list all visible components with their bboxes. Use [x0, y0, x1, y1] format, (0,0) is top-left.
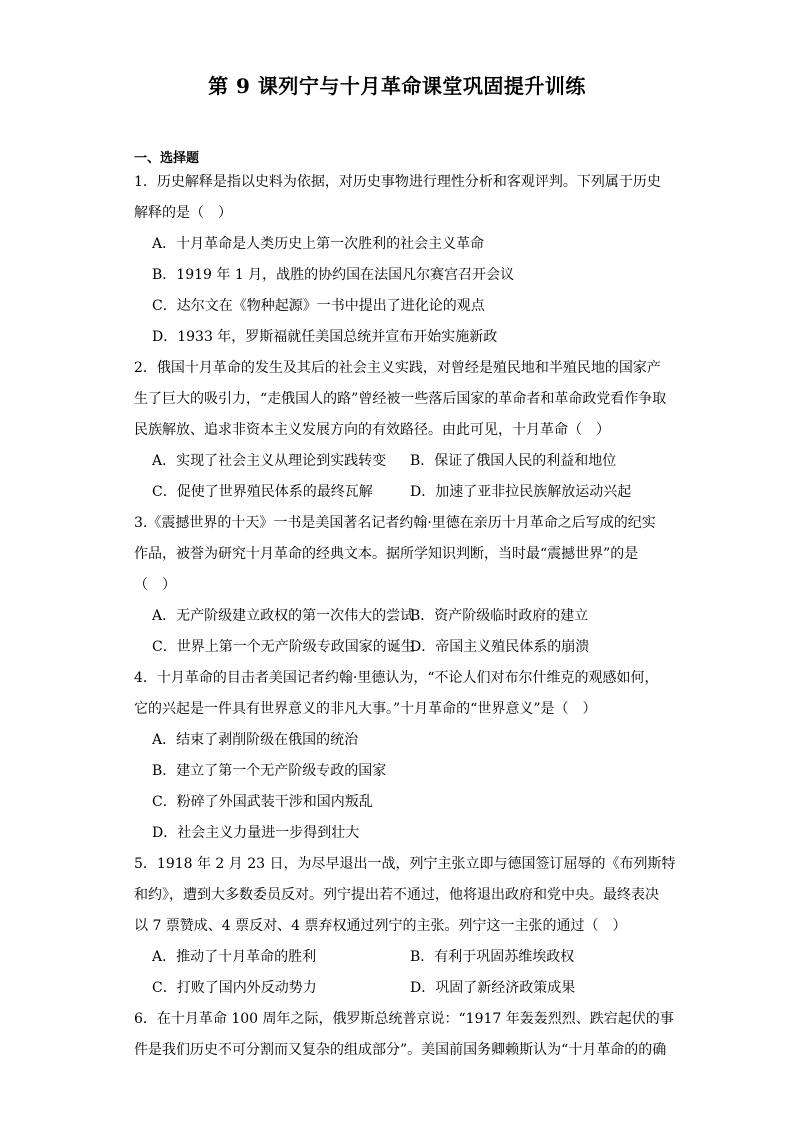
- question-4-text: 它的兴起是一件具有世界意义的非凡大事。”十月革命的“世界意义”是（ ）: [134, 701, 597, 717]
- question-1-text: 1．历史解释是指以史料为依据，对历史事物进行理性分析和客观评判。下列属于历史: [134, 174, 661, 190]
- question-1-option-b: B．1919 年 1 月，战胜的协约国在法国凡尔赛宫召开会议: [152, 267, 515, 283]
- question-4-option-b: B．建立了第一个无产阶级专政的国家: [152, 763, 387, 779]
- question-2-text: 生了巨大的吸引力，“走俄国人的路”曾经被一些落后国家的革命者和革命政党看作争取: [134, 391, 667, 407]
- question-2-option-c: C．促使了世界殖民体系的最终瓦解: [152, 484, 373, 500]
- question-4-option-c: C．粉碎了外国武装干涉和国内叛乱: [152, 794, 373, 810]
- question-5-option-b: B．有利于巩固苏维埃政权: [410, 949, 575, 965]
- question-3-option-a: A．无产阶级建立政权的第一次伟大的尝试: [152, 608, 415, 624]
- question-5-option-a: A．推动了十月革命的胜利: [152, 949, 317, 965]
- question-5-text: 和约》，遭到大多数委员反对。列宁提出若不通过，他将退出政府和党中央。最终表决: [134, 887, 659, 903]
- question-1-option-c: C．达尔文在《物种起源》一书中提出了进化论的观点: [152, 298, 485, 314]
- question-2-text: 2．俄国十月革命的发生及其后的社会主义实践，对曾经是殖民地和半殖民地的国家产: [134, 360, 661, 376]
- question-2-option-b: B．保证了俄国人民的利益和地位: [410, 453, 617, 469]
- question-1-text: 解释的是（ ）: [134, 205, 232, 221]
- question-4-option-d: D．社会主义力量进一步得到壮大: [152, 825, 360, 841]
- question-5-option-d: D．巩固了新经济政策成果: [410, 980, 576, 996]
- question-2-text: 民族解放、追求非资本主义发展方向的有效路径。由此可见，十月革命（ ）: [134, 422, 610, 438]
- question-4-text: 4．十月革命的目击者美国记者约翰·里德认为，“不论人们对布尔什维克的观感如何，: [134, 670, 659, 686]
- question-3-option-d: D．帝国主义殖民体系的崩溃: [410, 639, 590, 655]
- question-3-option-c: C．世界上第一个无产阶级专政国家的诞生: [152, 639, 415, 655]
- section-heading: 一、选择题: [134, 151, 200, 166]
- question-2-option-d: D．加速了亚非拉民族解放运动兴起: [410, 484, 632, 500]
- question-1-option-d: D．1933 年，罗斯福就任美国总统并宣布开始实施新政: [152, 329, 498, 345]
- question-1-option-a: A．十月革命是人类历史上第一次胜利的社会主义革命: [152, 236, 485, 252]
- question-3-text: 作品，被誉为研究十月革命的经典文本。据所学知识判断，当时最“震撼世界”的是: [134, 546, 639, 562]
- question-5-option-c: C．打败了国内外反动势力: [152, 980, 317, 996]
- page-title: 第 9 课列宁与十月革命课堂巩固提升训练: [208, 74, 586, 98]
- question-3-option-b: B．资产阶级临时政府的建立: [410, 608, 589, 624]
- question-3-text: 3.《震撼世界的十天》一书是美国著名记者约翰·里德在亲历十月革命之后写成的纪实: [134, 515, 656, 531]
- question-6-text: 6．在十月革命 100 周年之际，俄罗斯总统普京说：“1917 年轰轰烈烈、跌宕起伏的事: [134, 1011, 674, 1027]
- question-2-option-a: A．实现了社会主义从理论到实践转变: [152, 453, 387, 469]
- question-5-text: 以 7 票赞成、4 票反对、4 票弃权通过列宁的主张。列宁这一主张的通过（ ）: [134, 918, 627, 934]
- question-5-text: 5．1918 年 2 月 23 日，为尽早退出一战，列宁主张立即与德国签订屈辱的《布列斯特: [134, 856, 676, 872]
- question-4-option-a: A．结束了剥削阶级在俄国的统治: [152, 732, 359, 748]
- question-3-text: （ ）: [134, 577, 176, 593]
- question-6-text: 件是我们历史不可分割而又复杂的组成部分”。美国前国务卿赖斯认为“十月革命的的确: [134, 1042, 667, 1058]
